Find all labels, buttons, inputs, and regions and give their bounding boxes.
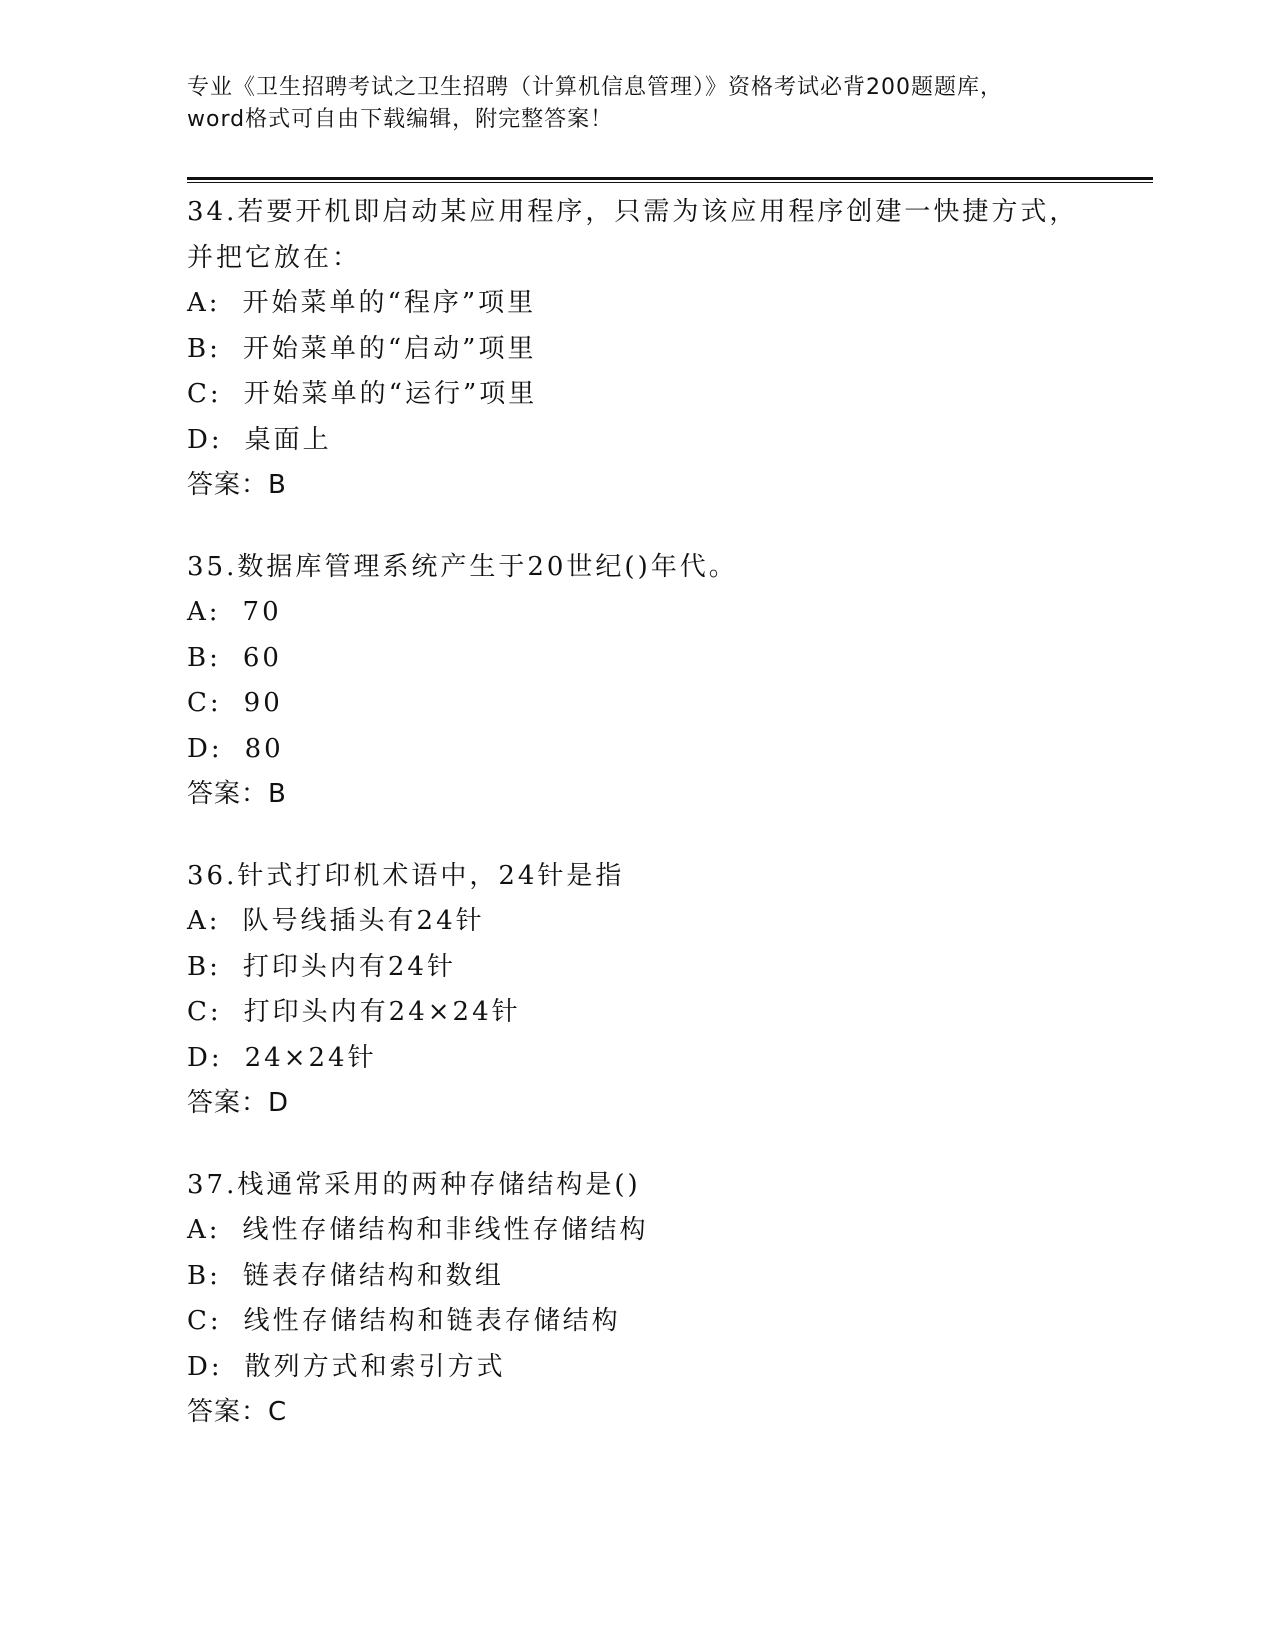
question-item <box>187 854 1153 1127</box>
option-text: 开始菜单的“程序”项里 <box>242 288 537 318</box>
document-header <box>187 72 1087 136</box>
answer-option <box>187 590 1153 636</box>
question-item <box>187 545 1153 818</box>
option-text: 散列方式和索引方式 <box>244 1351 506 1382</box>
answer-label: 答案： <box>187 1088 269 1118</box>
option-text: 开始菜单的“启动”项里 <box>242 333 537 364</box>
option-text: 线性存储结构和链表存储结构 <box>243 1306 621 1336</box>
option-text: 60 <box>242 642 282 673</box>
answer-value: B <box>268 779 287 809</box>
question-item <box>187 190 1153 509</box>
option-letter: B: <box>187 951 221 982</box>
answer-value: D <box>268 1088 290 1118</box>
answer-value: C <box>268 1397 288 1427</box>
option-letter: C: <box>187 1306 222 1336</box>
option-letter: B: <box>187 1260 221 1291</box>
answer-option <box>187 1036 1153 1082</box>
answer-label: 答案： <box>187 470 269 500</box>
answer-option <box>187 945 1153 991</box>
answer-label: 答案： <box>187 1397 269 1427</box>
option-text: 24×24针 <box>244 1042 377 1073</box>
answer-option <box>187 727 1153 773</box>
option-text: 链表存储结构和数组 <box>242 1260 504 1291</box>
answer-label: 答案： <box>187 779 269 809</box>
option-text: 队号线插头有24针 <box>242 906 485 936</box>
answer-line <box>187 772 1153 818</box>
answer-option <box>187 899 1153 945</box>
option-text: 80 <box>244 733 284 764</box>
option-letter: C: <box>187 379 222 409</box>
option-letter: D: <box>187 733 223 764</box>
answer-option <box>187 1345 1153 1391</box>
header-title-line-2: word格式可自由下载编辑，附完整答案！ <box>187 107 614 132</box>
answer-line <box>187 1390 1153 1436</box>
option-letter: B: <box>187 642 221 673</box>
option-text: 桌面上 <box>244 424 332 455</box>
answer-option <box>187 1254 1153 1300</box>
header-title-line-1: 专业《卫生招聘考试之卫生招聘（计算机信息管理）》资格考试必背200题题库， <box>187 75 1003 100</box>
question-stem: 并把它放在： <box>187 242 362 273</box>
question-stem: 34.若要开机即启动某应用程序，只需为该应用程序创建一快捷方式， <box>187 197 1079 227</box>
option-letter: A: <box>187 906 221 936</box>
answer-option <box>187 1208 1153 1254</box>
question-stem: 35.数据库管理系统产生于20世纪()年代。 <box>187 551 738 582</box>
option-letter: C: <box>187 688 222 718</box>
option-letter: A: <box>187 1215 221 1245</box>
option-letter: B: <box>187 333 221 364</box>
option-letter: A: <box>187 597 221 627</box>
option-text: 开始菜单的“运行”项里 <box>243 379 538 409</box>
option-text: 70 <box>242 597 282 627</box>
option-text: 线性存储结构和非线性存储结构 <box>242 1215 649 1245</box>
option-letter: D: <box>187 424 223 455</box>
answer-option <box>187 636 1153 682</box>
answer-option <box>187 1299 1153 1345</box>
question-stem: 36.针式打印机术语中，24针是指 <box>187 860 625 891</box>
question-stem: 37.栈通常采用的两种存储结构是() <box>187 1169 641 1200</box>
question-item <box>187 1163 1153 1436</box>
option-letter: D: <box>187 1042 223 1073</box>
header-divider-thick <box>187 177 1153 180</box>
answer-option <box>187 990 1153 1036</box>
answer-option <box>187 281 1153 327</box>
option-text: 打印头内有24针 <box>242 951 456 982</box>
option-text: 打印头内有24×24针 <box>243 997 521 1027</box>
option-letter: C: <box>187 997 222 1027</box>
answer-value: B <box>268 470 287 500</box>
answer-option <box>187 681 1153 727</box>
answer-option <box>187 327 1153 373</box>
option-letter: A: <box>187 288 221 318</box>
question-list <box>187 190 1153 1472</box>
option-letter: D: <box>187 1351 223 1382</box>
option-text: 90 <box>243 688 283 718</box>
answer-line <box>187 1081 1153 1127</box>
header-divider-thin <box>187 182 1153 183</box>
answer-line <box>187 463 1153 509</box>
answer-option <box>187 372 1153 418</box>
answer-option <box>187 418 1153 464</box>
